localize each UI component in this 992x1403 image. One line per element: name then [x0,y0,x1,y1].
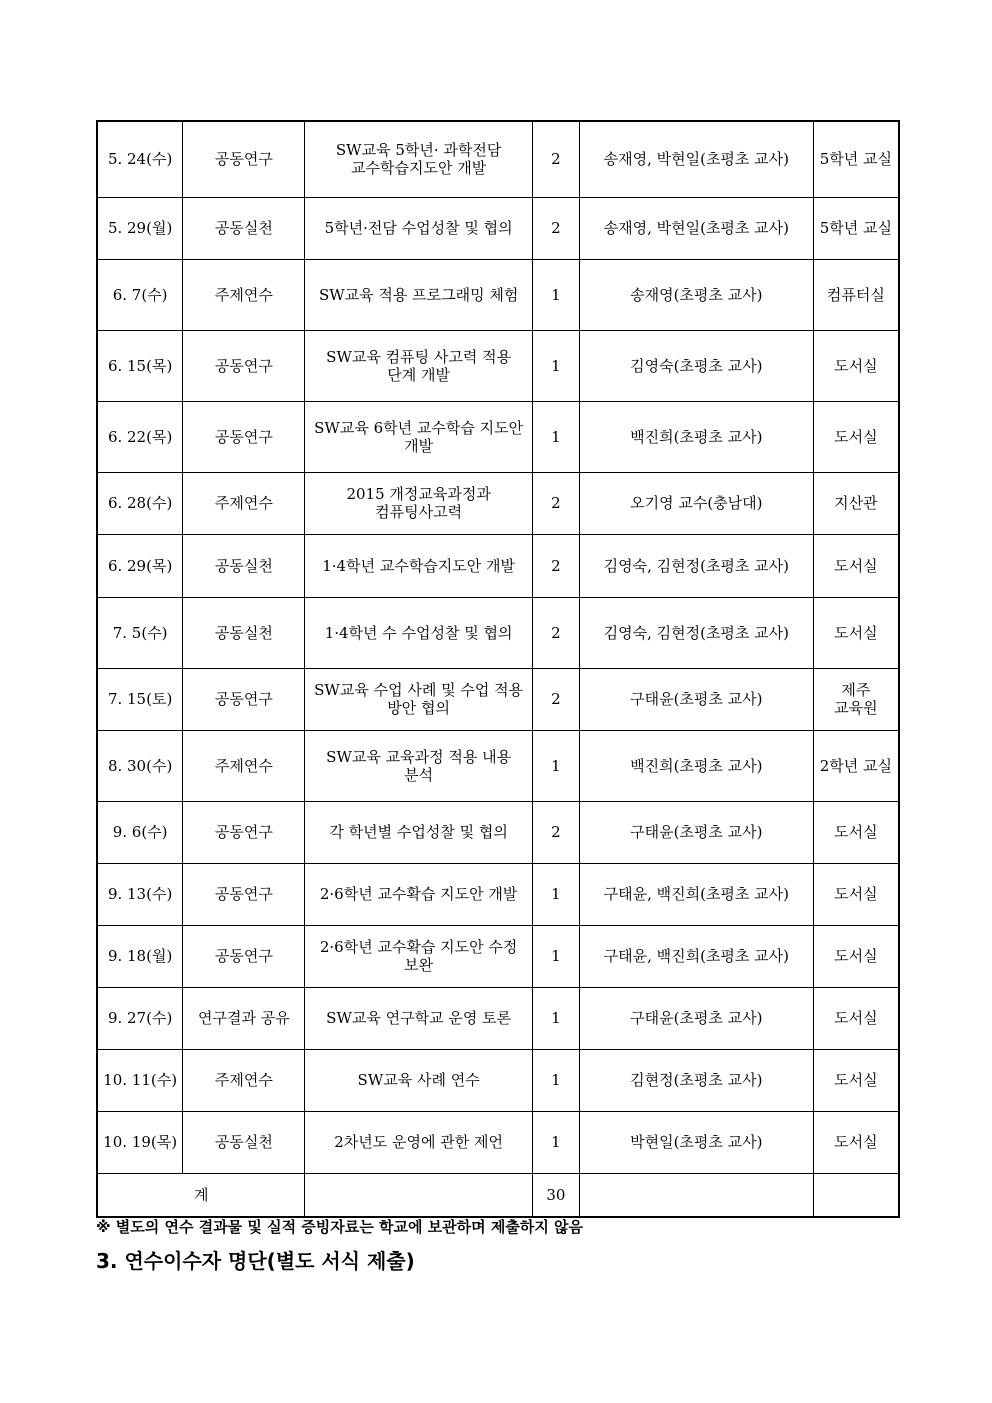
date-cell: 6. 29(목) [97,534,183,597]
place-cell: 도서실 [813,401,899,472]
training-schedule-table [96,120,900,1218]
total-row [97,1173,899,1217]
type-cell: 공동연구 [183,801,305,863]
topic-cell: 2·6학년 교수확습 지도안 개발 [305,863,532,925]
type-cell: 공동실천 [183,1111,305,1173]
date-cell: 10. 11(수) [97,1049,183,1111]
table-row [97,534,899,597]
hours-cell: 2 [532,597,579,668]
hours-cell: 2 [532,197,579,259]
type-cell: 공동연구 [183,401,305,472]
lecturer-cell: 구태윤, 백진희(초평초 교사) [579,863,813,925]
topic-cell: 1·4학년 수 수업성찰 및 협의 [305,597,532,668]
place-cell: 2학년 교실 [813,730,899,801]
place-cell: 도서실 [813,597,899,668]
section-heading: 3. 연수이수자 명단(별도 서식 제출) [96,1249,415,1273]
lecturer-cell: 구태윤(초평초 교사) [579,801,813,863]
type-cell: 공동실천 [183,197,305,259]
hours-cell: 1 [532,987,579,1049]
topic-cell: SW교육 컴퓨팅 사고력 적용 단계 개발 [305,330,532,401]
topic-cell: 2차년도 운영에 관한 제언 [305,1111,532,1173]
topic-cell: SW교육 5학년· 과학전담 교수학습지도안 개발 [305,121,532,197]
date-cell: 9. 6(수) [97,801,183,863]
table-row [97,730,899,801]
hours-cell: 1 [532,1049,579,1111]
place-cell: 도서실 [813,534,899,597]
date-cell: 7. 5(수) [97,597,183,668]
date-cell: 6. 15(목) [97,330,183,401]
lecturer-cell: 오기영 교수(충남대) [579,472,813,534]
place-cell: 5학년 교실 [813,121,899,197]
topic-cell: SW교육 교육과정 적용 내용 분석 [305,730,532,801]
topic-cell: 2·6학년 교수확습 지도안 수정 보완 [305,925,532,987]
place-cell: 제주 교육원 [813,668,899,730]
topic-cell: SW교육 수업 사례 및 수업 적용 방안 협의 [305,668,532,730]
footnote: ※ 별도의 연수 결과물 및 실적 증빙자료는 학교에 보관하며 제출하지 않음 [96,1218,584,1236]
total-topic-empty [305,1173,532,1217]
table-row [97,1049,899,1111]
table-row [97,987,899,1049]
hours-cell: 2 [532,121,579,197]
place-cell: 도서실 [813,801,899,863]
date-cell: 6. 7(수) [97,259,183,330]
date-cell: 7. 15(토) [97,668,183,730]
topic-cell: SW교육 사례 연수 [305,1049,532,1111]
hours-cell: 1 [532,401,579,472]
lecturer-cell: 송재영, 박현일(초평초 교사) [579,197,813,259]
date-cell: 6. 28(수) [97,472,183,534]
place-cell: 컴퓨터실 [813,259,899,330]
date-cell: 6. 22(목) [97,401,183,472]
type-cell: 공동실천 [183,597,305,668]
type-cell: 주제연수 [183,730,305,801]
date-cell: 9. 18(월) [97,925,183,987]
topic-cell: SW교육 적용 프로그래밍 체험 [305,259,532,330]
type-cell: 공동연구 [183,668,305,730]
table-row [97,472,899,534]
table-row [97,330,899,401]
table-row [97,863,899,925]
schedule-body [97,121,899,1217]
lecturer-cell: 송재영(초평초 교사) [579,259,813,330]
place-cell: 도서실 [813,925,899,987]
lecturer-cell: 김현정(초평초 교사) [579,1049,813,1111]
place-cell: 도서실 [813,863,899,925]
date-cell: 9. 13(수) [97,863,183,925]
lecturer-cell: 백진희(초평초 교사) [579,730,813,801]
type-cell: 주제연수 [183,259,305,330]
table-row [97,121,899,197]
topic-cell: 5학년·전담 수업성찰 및 협의 [305,197,532,259]
hours-cell: 1 [532,330,579,401]
topic-cell: SW교육 6학년 교수학습 지도안 개발 [305,401,532,472]
topic-cell: SW교육 연구학교 운영 토론 [305,987,532,1049]
hours-cell: 2 [532,534,579,597]
total-label: 계 [97,1173,305,1217]
place-cell: 도서실 [813,987,899,1049]
hours-cell: 1 [532,259,579,330]
hours-cell: 2 [532,472,579,534]
lecturer-cell: 김영숙(초평초 교사) [579,330,813,401]
topic-cell: 1·4학년 교수학습지도안 개발 [305,534,532,597]
table-row [97,597,899,668]
hours-cell: 2 [532,801,579,863]
table-row [97,197,899,259]
total-place-empty [813,1173,899,1217]
table-row [97,801,899,863]
table-row [97,259,899,330]
lecturer-cell: 구태윤(초평초 교사) [579,987,813,1049]
place-cell: 도서실 [813,1111,899,1173]
type-cell: 주제연수 [183,472,305,534]
hours-cell: 1 [532,863,579,925]
type-cell: 공동실천 [183,534,305,597]
date-cell: 5. 24(수) [97,121,183,197]
table-row [97,1111,899,1173]
lecturer-cell: 송재영, 박현일(초평초 교사) [579,121,813,197]
place-cell: 도서실 [813,330,899,401]
type-cell: 공동연구 [183,863,305,925]
topic-cell: 각 학년별 수업성찰 및 협의 [305,801,532,863]
hours-cell: 1 [532,925,579,987]
place-cell: 5학년 교실 [813,197,899,259]
lecturer-cell: 김영숙, 김현정(초평초 교사) [579,597,813,668]
lecturer-cell: 김영숙, 김현정(초평초 교사) [579,534,813,597]
lecturer-cell: 박현일(초평초 교사) [579,1111,813,1173]
type-cell: 연구결과 공유 [183,987,305,1049]
hours-cell: 2 [532,668,579,730]
date-cell: 9. 27(수) [97,987,183,1049]
total-lecturer-empty [579,1173,813,1217]
date-cell: 5. 29(월) [97,197,183,259]
table-row [97,401,899,472]
date-cell: 8. 30(수) [97,730,183,801]
total-hours: 30 [532,1173,579,1217]
hours-cell: 1 [532,1111,579,1173]
type-cell: 공동연구 [183,121,305,197]
lecturer-cell: 백진희(초평초 교사) [579,401,813,472]
type-cell: 주제연수 [183,1049,305,1111]
place-cell: 도서실 [813,1049,899,1111]
hours-cell: 1 [532,730,579,801]
lecturer-cell: 구태윤(초평초 교사) [579,668,813,730]
date-cell: 10. 19(목) [97,1111,183,1173]
topic-cell: 2015 개정교육과정과 컴퓨팅사고력 [305,472,532,534]
lecturer-cell: 구태윤, 백진희(초평초 교사) [579,925,813,987]
place-cell: 지산관 [813,472,899,534]
table-row [97,925,899,987]
table-row [97,668,899,730]
type-cell: 공동연구 [183,330,305,401]
type-cell: 공동연구 [183,925,305,987]
